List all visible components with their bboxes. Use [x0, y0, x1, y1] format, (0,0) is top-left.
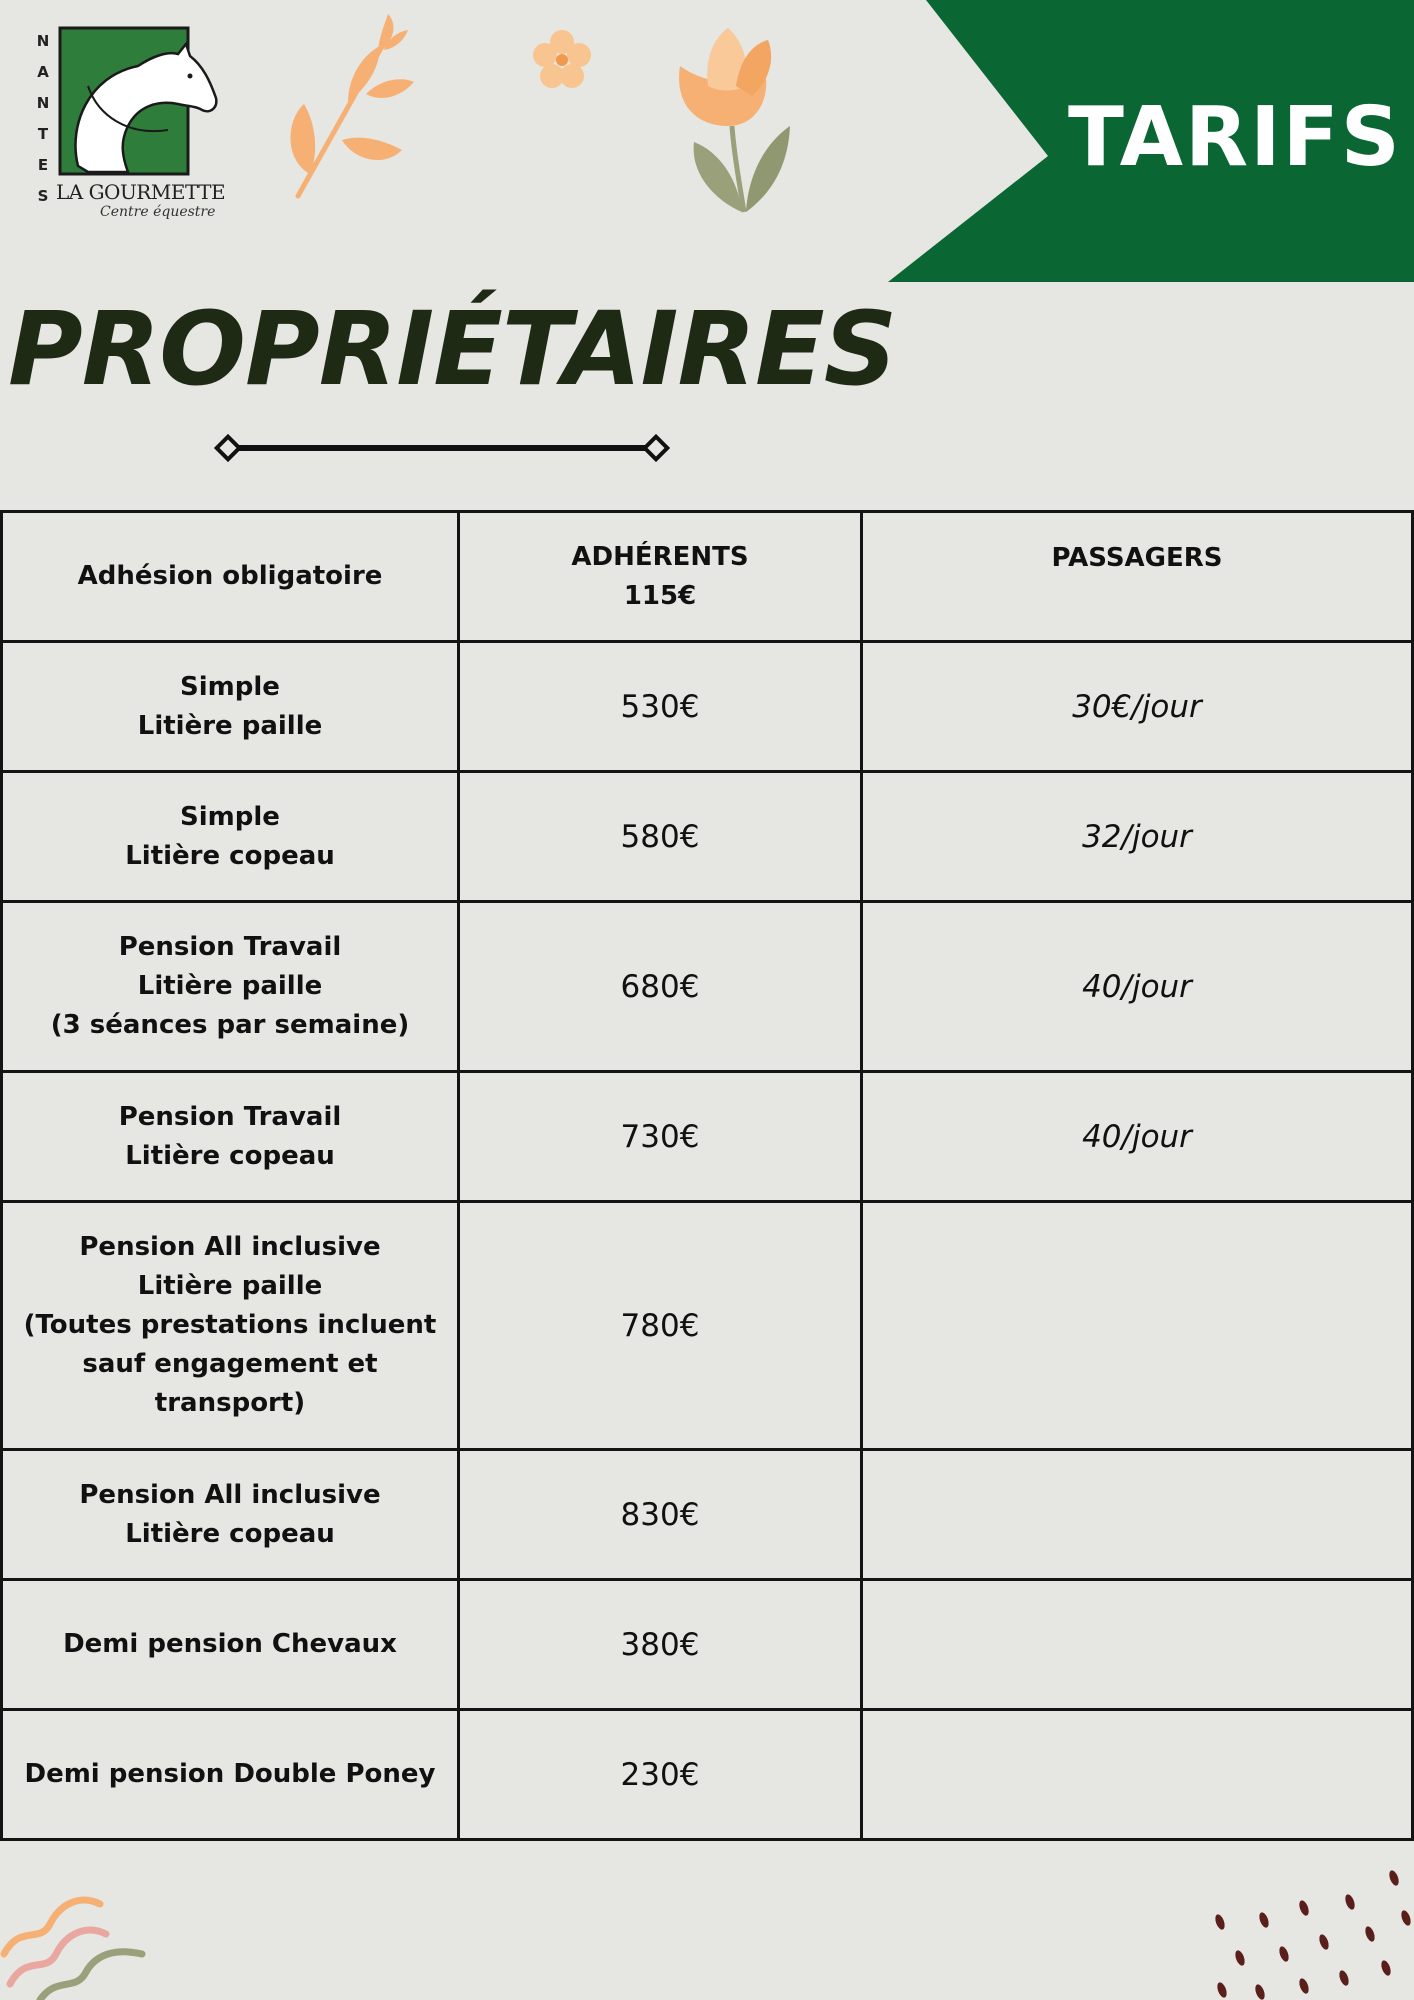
page-title: PROPRIÉTAIRES [8, 290, 897, 409]
dots-pattern-icon [1200, 1862, 1414, 2000]
row-label: Simple Litière paille [2, 642, 459, 772]
table-row [2, 772, 1413, 902]
logo-letter: N [36, 94, 50, 112]
header-adherents-label: ADHÉRENTS [571, 541, 749, 572]
logo-letter: S [37, 187, 49, 205]
logo-name: LA GOURMETTE [56, 180, 226, 204]
row-adherents-price: 530€ [459, 642, 862, 772]
logo-letter: A [37, 63, 49, 81]
pricing-table [0, 510, 1414, 1841]
logo-letter: E [37, 156, 49, 174]
table-row [2, 1580, 1413, 1710]
row-passagers-price [862, 1450, 1413, 1580]
row-label: Simple Litière copeau [2, 772, 459, 902]
title-divider [214, 430, 670, 466]
logo [32, 20, 252, 230]
row-passagers-price: 32/jour [862, 772, 1413, 902]
row-label: Pension Travail Litière copeau [2, 1072, 459, 1202]
row-adherents-price: 580€ [459, 772, 862, 902]
table-row [2, 642, 1413, 772]
horse-logo-icon [58, 26, 220, 176]
logo-letter: N [36, 32, 50, 50]
row-passagers-price [862, 1580, 1413, 1710]
logo-letter: T [37, 125, 49, 143]
row-passagers-price [862, 1202, 1413, 1450]
table-row [2, 1072, 1413, 1202]
table-header-row [2, 512, 1413, 642]
header-adherents-price: 115€ [623, 580, 697, 611]
row-label: Pension Travail Litière paille (3 séances par semaine) [2, 902, 459, 1072]
row-label: Pension All inclusive Litière paille (Toutes prestations incluent sauf engagement et transport) [2, 1202, 459, 1450]
row-adherents-price: 680€ [459, 902, 862, 1072]
leaf-branch-icon [284, 10, 424, 206]
row-adherents-price: 780€ [459, 1202, 862, 1450]
table-row [2, 1202, 1413, 1450]
row-passagers-price: 30€/jour [862, 642, 1413, 772]
row-label: Demi pension Chevaux [2, 1580, 459, 1710]
squiggle-lines-icon [0, 1884, 150, 2000]
table-row [2, 902, 1413, 1072]
row-passagers-price: 40/jour [862, 902, 1413, 1072]
row-adherents-price: 230€ [459, 1710, 862, 1840]
banner-title: TARIFS [1068, 90, 1402, 185]
row-passagers-price: 40/jour [862, 1072, 1413, 1202]
row-passagers-price [862, 1710, 1413, 1840]
header-adhesion: Adhésion obligatoire [2, 512, 459, 642]
row-adherents-price: 730€ [459, 1072, 862, 1202]
tulip-icon [668, 26, 804, 216]
row-adherents-price: 830€ [459, 1450, 862, 1580]
table-row [2, 1710, 1413, 1840]
row-label: Demi pension Double Poney [2, 1710, 459, 1840]
header-adherents [459, 512, 862, 642]
row-label: Pension All inclusive Litière copeau [2, 1450, 459, 1580]
table-row [2, 1450, 1413, 1580]
small-flower-icon [530, 28, 594, 92]
header-passagers: PASSAGERS [862, 512, 1413, 642]
row-adherents-price: 380€ [459, 1580, 862, 1710]
logo-subtitle: Centre équestre [100, 204, 216, 220]
logo-vertical-letters [32, 26, 54, 212]
